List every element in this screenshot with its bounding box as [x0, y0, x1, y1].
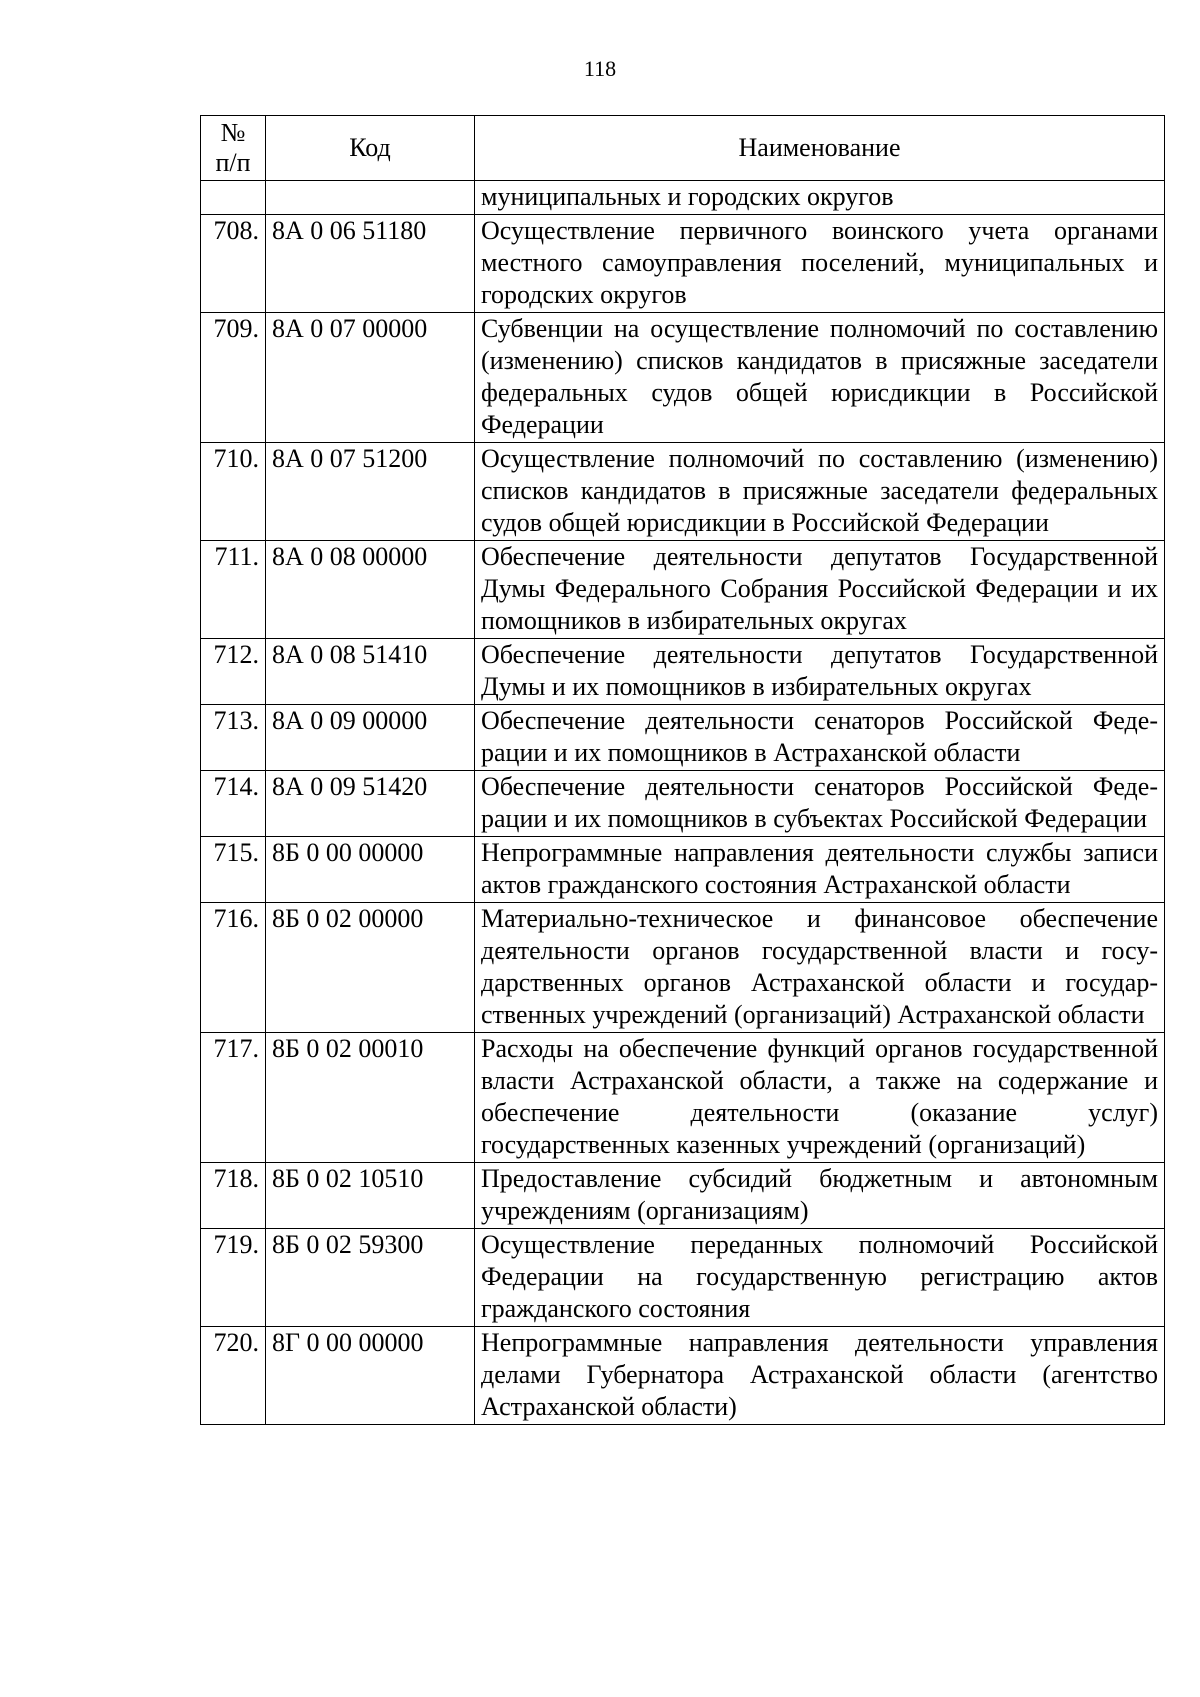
- row-code: 8Б 0 02 59300: [266, 1229, 475, 1327]
- row-name: Непрограммные направления деятельности управления делами Губернатора Астраханской области (агентство Астраханской области): [475, 1327, 1165, 1425]
- row-code: 8Б 0 02 10510: [266, 1163, 475, 1229]
- row-code: 8Г 0 00 00000: [266, 1327, 475, 1425]
- row-number: 716.: [201, 903, 266, 1033]
- row-name: Осуществление переданных полномочий Российской Федерации на государственную регистрацию актов гражданского состояния: [475, 1229, 1165, 1327]
- row-number: 711.: [201, 541, 266, 639]
- table-row: [201, 541, 1165, 639]
- row-number: 718.: [201, 1163, 266, 1229]
- header-name: Наименование: [475, 116, 1165, 181]
- row-name: Материально-техническое и финансовое обеспечение деятельности органов государственной власти и государственных органов Астраханской области и государственных учреждений (организаций) Астраханской области: [475, 903, 1165, 1033]
- row-name: Расходы на обеспечение функций органов государственной власти Астраханской области, а также на содержание и обеспечение деятельности (оказание услуг) государственных казенных учреждений (организаций): [475, 1033, 1165, 1163]
- table-row: [201, 313, 1165, 443]
- row-number: 712.: [201, 639, 266, 705]
- row-number: 713.: [201, 705, 266, 771]
- header-code: Код: [266, 116, 475, 181]
- table-row: [201, 903, 1165, 1033]
- header-number: [201, 116, 266, 181]
- row-code: 8А 0 09 00000: [266, 705, 475, 771]
- row-name: Осуществление первичного воинского учета органами местного самоуправления поселений, муниципальных и городских округов: [475, 215, 1165, 313]
- table-header-row: [201, 116, 1165, 181]
- row-number: 719.: [201, 1229, 266, 1327]
- row-code: 8А 0 09 51420: [266, 771, 475, 837]
- row-code: 8А 0 07 51200: [266, 443, 475, 541]
- table-row: [201, 705, 1165, 771]
- row-number: 708.: [201, 215, 266, 313]
- row-name: Обеспечение деятельности депутатов Государственной Думы Федерального Собрания Российской Федерации и их помощников в избирательных округах: [475, 541, 1165, 639]
- row-code: 8А 0 08 00000: [266, 541, 475, 639]
- table-row: [201, 771, 1165, 837]
- row-name: Непрограммные направления деятельности службы записи актов гражданского состояния Астраханской области: [475, 837, 1165, 903]
- table-row: [201, 1033, 1165, 1163]
- row-code: [266, 181, 475, 215]
- table-body: [201, 181, 1165, 1425]
- row-number: 709.: [201, 313, 266, 443]
- page-number: 118: [583, 56, 617, 81]
- table-row: [201, 837, 1165, 903]
- header-number-abbr: п/п: [215, 148, 251, 177]
- row-name: Обеспечение деятельности сенаторов Российской Федерации и их помощников в субъектах Российской Федерации: [475, 771, 1165, 837]
- row-name: Обеспечение деятельности депутатов Государственной Думы и их помощников в избирательных округах: [475, 639, 1165, 705]
- table-row: [201, 1229, 1165, 1327]
- row-name: Обеспечение деятельности сенаторов Российской Федерации и их помощников в Астраханской области: [475, 705, 1165, 771]
- table-row: [201, 443, 1165, 541]
- table-row: [201, 1327, 1165, 1425]
- row-code: 8Б 0 00 00000: [266, 837, 475, 903]
- row-number: [201, 181, 266, 215]
- header-number-symbol: №: [220, 118, 246, 147]
- row-code: 8А 0 08 51410: [266, 639, 475, 705]
- classification-table: [200, 115, 1165, 1425]
- row-name: Осуществление полномочий по составлению (изменению) списков кандидатов в присяжные заседатели федеральных судов общей юрисдикции в Российской Федерации: [475, 443, 1165, 541]
- row-code: 8Б 0 02 00010: [266, 1033, 475, 1163]
- table-row: [201, 215, 1165, 313]
- table-row: [201, 639, 1165, 705]
- row-code: 8А 0 06 51180: [266, 215, 475, 313]
- row-number: 717.: [201, 1033, 266, 1163]
- row-code: 8А 0 07 00000: [266, 313, 475, 443]
- row-code: 8Б 0 02 00000: [266, 903, 475, 1033]
- row-number: 710.: [201, 443, 266, 541]
- row-number: 715.: [201, 837, 266, 903]
- table-row: [201, 181, 1165, 215]
- table-row: [201, 1163, 1165, 1229]
- row-name: Субвенции на осуществление полномочий по составлению (изменению) списков кандидатов в присяжные заседатели федеральных судов общей юрисдикции в Российской Федерации: [475, 313, 1165, 443]
- row-name: Предоставление субсидий бюджетным и автономным учреждениям (организациям): [475, 1163, 1165, 1229]
- row-name: муниципальных и городских округов: [475, 181, 1165, 215]
- row-number: 720.: [201, 1327, 266, 1425]
- row-number: 714.: [201, 771, 266, 837]
